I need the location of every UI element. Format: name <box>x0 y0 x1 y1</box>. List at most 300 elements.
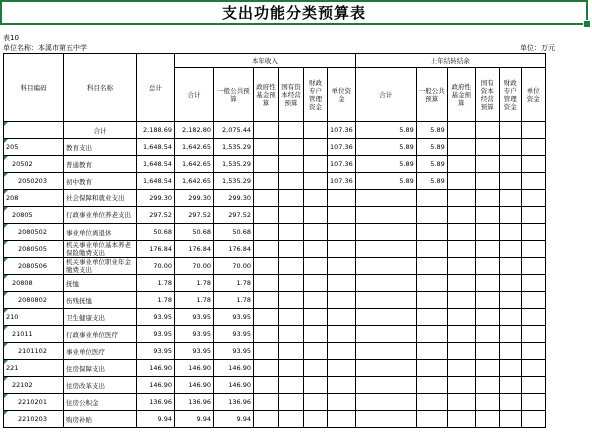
cell-value[interactable] <box>447 224 475 241</box>
cell-value[interactable] <box>521 360 545 377</box>
cell-value[interactable]: 70.00 <box>214 258 254 275</box>
cell-value[interactable] <box>447 190 475 207</box>
cell-value[interactable]: 5.89 <box>355 139 416 156</box>
cell-value[interactable] <box>254 241 279 258</box>
cell-code[interactable]: 21011 <box>4 326 64 343</box>
cell-value[interactable] <box>355 241 416 258</box>
cell-value[interactable] <box>304 309 328 326</box>
cell-value[interactable] <box>416 326 447 343</box>
cell-value[interactable] <box>521 292 545 309</box>
cell-value[interactable] <box>254 411 279 428</box>
cell-name[interactable]: 教育支出 <box>64 139 137 156</box>
table-row <box>4 343 546 360</box>
cell-value[interactable] <box>521 394 545 411</box>
cell-value[interactable]: 2,182.80 <box>175 122 214 139</box>
cell-value[interactable]: 107.36 <box>328 156 356 173</box>
cell-total[interactable]: 1,648.54 <box>137 156 175 173</box>
cell-value[interactable] <box>447 292 475 309</box>
cell-value[interactable] <box>254 309 279 326</box>
cell-value[interactable] <box>416 224 447 241</box>
cell-value[interactable]: 1.78 <box>175 292 214 309</box>
cell-value[interactable]: 107.36 <box>328 173 356 190</box>
cell-value[interactable] <box>254 343 279 360</box>
cell-value[interactable] <box>475 241 499 258</box>
cell-value[interactable]: 5.89 <box>416 139 447 156</box>
cell-value[interactable]: 176.84 <box>214 241 254 258</box>
cell-value[interactable] <box>475 309 499 326</box>
cell-value[interactable] <box>304 122 328 139</box>
cell-total[interactable]: 146.90 <box>137 360 175 377</box>
cell-value[interactable] <box>355 411 416 428</box>
table-row <box>4 173 546 190</box>
cell-value[interactable] <box>304 190 328 207</box>
cell-code[interactable]: 2080802 <box>4 292 64 309</box>
cell-value[interactable] <box>304 394 328 411</box>
cell-value[interactable]: 299.30 <box>214 190 254 207</box>
cell-value[interactable] <box>521 224 545 241</box>
cell-code[interactable]: 20502 <box>4 156 64 173</box>
header-total[interactable]: 总计 <box>137 54 175 122</box>
cell-total[interactable]: 1,648.54 <box>137 173 175 190</box>
cell-value[interactable] <box>521 309 545 326</box>
cell-value[interactable] <box>447 156 475 173</box>
cell-value[interactable] <box>499 122 521 139</box>
cell-name[interactable]: 购房补贴 <box>64 411 137 428</box>
cell-value[interactable] <box>447 309 475 326</box>
cell-value[interactable] <box>328 207 356 224</box>
cell-total[interactable]: 1,648.54 <box>137 139 175 156</box>
cell-value[interactable] <box>499 343 521 360</box>
cell-name[interactable]: 住房公积金 <box>64 394 137 411</box>
cell-value[interactable] <box>475 190 499 207</box>
cell-value[interactable]: 146.90 <box>214 377 254 394</box>
cell-value[interactable]: 1.78 <box>175 275 214 292</box>
cell-value[interactable] <box>499 258 521 275</box>
cell-value[interactable] <box>254 292 279 309</box>
cell-value[interactable] <box>475 411 499 428</box>
cell-value[interactable] <box>475 258 499 275</box>
cell-value[interactable] <box>304 241 328 258</box>
cell-value[interactable] <box>521 411 545 428</box>
cell-value[interactable] <box>475 377 499 394</box>
cell-value[interactable]: 299.30 <box>175 190 214 207</box>
cell-value[interactable] <box>521 139 545 156</box>
cell-total[interactable]: 1.78 <box>137 275 175 292</box>
cell-value[interactable]: 1,642.65 <box>175 139 214 156</box>
cell-value[interactable]: 1,642.65 <box>175 173 214 190</box>
cell-value[interactable] <box>304 343 328 360</box>
fill-handle[interactable] <box>583 20 591 28</box>
cell-value[interactable] <box>499 139 521 156</box>
cell-total[interactable]: 2,188.69 <box>137 122 175 139</box>
cell-value[interactable] <box>355 394 416 411</box>
cell-total[interactable]: 297.52 <box>137 207 175 224</box>
cell-value[interactable] <box>304 207 328 224</box>
cell-value[interactable]: 146.90 <box>175 377 214 394</box>
cell-value[interactable] <box>499 360 521 377</box>
cell-value[interactable]: 70.00 <box>175 258 214 275</box>
income-gov-fund-header[interactable]: 政府性基金预算 <box>254 68 279 122</box>
cell-value[interactable] <box>328 309 356 326</box>
cell-total[interactable]: 176.84 <box>137 241 175 258</box>
unit-label: 单位：万元 <box>520 44 555 52</box>
cell-total[interactable]: 299.30 <box>137 190 175 207</box>
cell-value[interactable] <box>304 139 328 156</box>
cell-value[interactable]: 93.95 <box>175 343 214 360</box>
cell-value[interactable]: 1.78 <box>214 292 254 309</box>
cell-code[interactable]: 2080505 <box>4 241 64 258</box>
cell-value[interactable] <box>279 258 304 275</box>
cell-code[interactable]: 20808 <box>4 275 64 292</box>
cell-value[interactable] <box>447 173 475 190</box>
cell-value[interactable] <box>355 292 416 309</box>
cell-value[interactable] <box>328 292 356 309</box>
table-row <box>4 360 546 377</box>
cell-value[interactable] <box>279 411 304 428</box>
cell-value[interactable] <box>475 326 499 343</box>
cell-value[interactable] <box>328 326 356 343</box>
cell-value[interactable] <box>499 309 521 326</box>
cell-value[interactable]: 93.95 <box>175 309 214 326</box>
cell-value[interactable] <box>328 224 356 241</box>
cell-value[interactable] <box>254 258 279 275</box>
cell-total[interactable]: 93.95 <box>137 326 175 343</box>
cell-value[interactable] <box>416 275 447 292</box>
cell-name[interactable]: 机关事业单位职业年金缴费支出 <box>64 258 137 275</box>
cell-value[interactable] <box>254 173 279 190</box>
cell-value[interactable] <box>279 377 304 394</box>
cell-value[interactable]: 5.89 <box>416 122 447 139</box>
cell-value[interactable] <box>328 258 356 275</box>
cell-value[interactable] <box>254 326 279 343</box>
cell-name[interactable]: 合计 <box>64 122 137 139</box>
cell-value[interactable] <box>475 173 499 190</box>
cell-value[interactable] <box>447 394 475 411</box>
cell-value[interactable]: 50.68 <box>214 224 254 241</box>
cell-value[interactable] <box>279 241 304 258</box>
cell-total[interactable]: 93.95 <box>137 343 175 360</box>
cell-value[interactable] <box>328 377 356 394</box>
cell-name[interactable]: 社会保障和就业支出 <box>64 190 137 207</box>
cell-value[interactable] <box>279 207 304 224</box>
cell-value[interactable] <box>499 207 521 224</box>
cell-value[interactable] <box>355 190 416 207</box>
cell-value[interactable] <box>355 275 416 292</box>
cell-value[interactable] <box>499 394 521 411</box>
cell-total[interactable]: 146.90 <box>137 377 175 394</box>
income-special-account-header[interactable]: 财政专户管理资金 <box>304 68 328 122</box>
cell-value[interactable] <box>475 139 499 156</box>
cell-value[interactable]: 5.89 <box>416 156 447 173</box>
cell-value[interactable] <box>416 207 447 224</box>
cell-code[interactable]: 22102 <box>4 377 64 394</box>
cell-value[interactable] <box>521 173 545 190</box>
cell-value[interactable] <box>475 292 499 309</box>
cell-value[interactable] <box>521 122 545 139</box>
cell-value[interactable] <box>304 173 328 190</box>
cell-value[interactable] <box>304 292 328 309</box>
cell-value[interactable] <box>416 292 447 309</box>
cell-value[interactable] <box>447 122 475 139</box>
cell-value[interactable] <box>279 173 304 190</box>
cell-value[interactable]: 107.36 <box>328 122 356 139</box>
cell-value[interactable]: 146.90 <box>175 360 214 377</box>
cell-value[interactable] <box>279 156 304 173</box>
cell-value[interactable] <box>355 326 416 343</box>
cell-value[interactable]: 107.36 <box>328 139 356 156</box>
cell-value[interactable] <box>254 275 279 292</box>
cell-value[interactable] <box>447 360 475 377</box>
cell-value[interactable] <box>254 377 279 394</box>
cell-value[interactable] <box>416 241 447 258</box>
cell-code[interactable]: 2210201 <box>4 394 64 411</box>
cell-value[interactable] <box>304 360 328 377</box>
cell-value[interactable] <box>475 122 499 139</box>
cell-value[interactable] <box>279 360 304 377</box>
cell-name[interactable]: 住房保障支出 <box>64 360 137 377</box>
carryover-unit-fund-header[interactable]: 单位资金 <box>521 68 545 122</box>
cell-value[interactable] <box>416 258 447 275</box>
cell-value[interactable] <box>279 343 304 360</box>
cell-value[interactable] <box>304 411 328 428</box>
cell-name[interactable]: 住房改革支出 <box>64 377 137 394</box>
cell-value[interactable] <box>304 275 328 292</box>
cell-value[interactable]: 297.52 <box>175 207 214 224</box>
carryover-general-header[interactable]: 一般公共预算 <box>416 68 447 122</box>
cell-name[interactable]: 事业单位医疗 <box>64 343 137 360</box>
cell-value[interactable] <box>447 258 475 275</box>
cell-value[interactable] <box>254 394 279 411</box>
income-total-header[interactable]: 合计 <box>175 68 214 122</box>
cell-value[interactable] <box>499 275 521 292</box>
cell-value[interactable] <box>447 343 475 360</box>
cell-value[interactable]: 5.89 <box>355 156 416 173</box>
cell-value[interactable] <box>355 309 416 326</box>
cell-value[interactable] <box>328 411 356 428</box>
cell-value[interactable] <box>416 394 447 411</box>
cell-name[interactable]: 抚恤 <box>64 275 137 292</box>
cell-total[interactable]: 136.96 <box>137 394 175 411</box>
income-general-header[interactable]: 一般公共预算 <box>214 68 254 122</box>
cell-value[interactable] <box>304 326 328 343</box>
cell-value[interactable] <box>254 360 279 377</box>
cell-name[interactable]: 初中教育 <box>64 173 137 190</box>
cell-value[interactable] <box>279 292 304 309</box>
cell-value[interactable] <box>416 343 447 360</box>
cell-value[interactable] <box>475 224 499 241</box>
cell-value[interactable] <box>521 258 545 275</box>
cell-value[interactable] <box>254 156 279 173</box>
cell-value[interactable] <box>279 190 304 207</box>
cell-value[interactable]: 1,642.65 <box>175 156 214 173</box>
cell-value[interactable] <box>355 360 416 377</box>
cell-value[interactable] <box>279 224 304 241</box>
carryover-state-capital-header[interactable]: 国有资本经营预算 <box>475 68 499 122</box>
cell-value[interactable] <box>499 190 521 207</box>
cell-value[interactable] <box>328 275 356 292</box>
cell-value[interactable] <box>416 309 447 326</box>
cell-total[interactable]: 9.94 <box>137 411 175 428</box>
cell-value[interactable] <box>254 139 279 156</box>
cell-value[interactable] <box>328 360 356 377</box>
cell-code[interactable]: 2050203 <box>4 173 64 190</box>
cell-value[interactable] <box>447 275 475 292</box>
sheet-title[interactable]: 支出功能分类预算表 <box>0 0 588 25</box>
cell-value[interactable] <box>521 377 545 394</box>
cell-value[interactable] <box>254 207 279 224</box>
cell-value[interactable]: 93.95 <box>214 326 254 343</box>
cell-total[interactable]: 70.00 <box>137 258 175 275</box>
cell-value[interactable]: 93.95 <box>214 343 254 360</box>
table-row <box>4 122 546 139</box>
cell-value[interactable]: 1,535.29 <box>214 139 254 156</box>
table-row <box>4 190 546 207</box>
cell-value[interactable] <box>355 343 416 360</box>
cell-code[interactable]: 208 <box>4 190 64 207</box>
cell-code[interactable] <box>4 122 64 139</box>
cell-value[interactable] <box>416 190 447 207</box>
cell-value[interactable] <box>416 411 447 428</box>
cell-value[interactable] <box>475 343 499 360</box>
cell-value[interactable]: 50.68 <box>175 224 214 241</box>
cell-value[interactable]: 9.94 <box>214 411 254 428</box>
cell-value[interactable] <box>447 377 475 394</box>
cell-value[interactable] <box>499 326 521 343</box>
cell-value[interactable] <box>447 207 475 224</box>
cell-value[interactable] <box>355 224 416 241</box>
cell-value[interactable] <box>521 156 545 173</box>
cell-value[interactable]: 1.78 <box>214 275 254 292</box>
cell-value[interactable] <box>254 190 279 207</box>
cell-value[interactable] <box>499 173 521 190</box>
cell-total[interactable]: 93.95 <box>137 309 175 326</box>
cell-value[interactable]: 1,535.29 <box>214 156 254 173</box>
cell-value[interactable] <box>254 122 279 139</box>
cell-value[interactable]: 176.84 <box>175 241 214 258</box>
cell-value[interactable] <box>304 377 328 394</box>
cell-value[interactable]: 9.94 <box>175 411 214 428</box>
cell-value[interactable] <box>279 139 304 156</box>
cell-value[interactable]: 93.95 <box>214 309 254 326</box>
cell-value[interactable] <box>475 207 499 224</box>
cell-code[interactable]: 210 <box>4 309 64 326</box>
cell-value[interactable] <box>447 411 475 428</box>
cell-value[interactable] <box>521 241 545 258</box>
cell-value[interactable]: 5.89 <box>355 122 416 139</box>
cell-value[interactable] <box>499 156 521 173</box>
cell-value[interactable] <box>499 241 521 258</box>
cell-name[interactable]: 机关事业单位基本养老保险缴费支出 <box>64 241 137 258</box>
cell-name[interactable]: 行政事业单位医疗 <box>64 326 137 343</box>
cell-value[interactable]: 136.96 <box>175 394 214 411</box>
cell-value[interactable] <box>416 360 447 377</box>
table-row <box>4 241 546 258</box>
income-state-capital-header[interactable]: 国有资本经营预算 <box>279 68 304 122</box>
cell-code[interactable]: 2210203 <box>4 411 64 428</box>
cell-value[interactable] <box>447 326 475 343</box>
cell-value[interactable] <box>447 139 475 156</box>
income-unit-fund-header[interactable]: 单位资金 <box>328 68 356 122</box>
cell-value[interactable] <box>279 309 304 326</box>
cell-total[interactable]: 1.78 <box>137 292 175 309</box>
cell-value[interactable] <box>304 258 328 275</box>
cell-value[interactable]: 2,075.44 <box>214 122 254 139</box>
cell-total[interactable]: 50.68 <box>137 224 175 241</box>
cell-value[interactable] <box>279 326 304 343</box>
cell-code[interactable]: 2080502 <box>4 224 64 241</box>
cell-name[interactable]: 事业单位离退休 <box>64 224 137 241</box>
cell-code[interactable]: 205 <box>4 139 64 156</box>
cell-value[interactable] <box>328 394 356 411</box>
cell-value[interactable]: 5.89 <box>416 173 447 190</box>
cell-name[interactable]: 伤残抚恤 <box>64 292 137 309</box>
cell-code[interactable]: 2080506 <box>4 258 64 275</box>
cell-value[interactable] <box>475 394 499 411</box>
table-body <box>4 54 546 428</box>
cell-value[interactable] <box>447 241 475 258</box>
cell-value[interactable] <box>416 377 447 394</box>
cell-value[interactable] <box>279 394 304 411</box>
cell-value[interactable] <box>521 275 545 292</box>
cell-value[interactable] <box>328 241 356 258</box>
cell-value[interactable] <box>475 275 499 292</box>
cell-value[interactable] <box>304 156 328 173</box>
cell-value[interactable]: 146.90 <box>214 360 254 377</box>
header-name[interactable]: 科目名称 <box>64 54 137 122</box>
cell-value[interactable] <box>499 292 521 309</box>
cell-value[interactable] <box>355 377 416 394</box>
cell-value[interactable] <box>355 207 416 224</box>
cell-value[interactable] <box>304 224 328 241</box>
cell-code[interactable]: 20805 <box>4 207 64 224</box>
cell-value[interactable] <box>475 156 499 173</box>
cell-value[interactable]: 1,535.29 <box>214 173 254 190</box>
cell-value[interactable]: 136.96 <box>214 394 254 411</box>
cell-value[interactable] <box>521 326 545 343</box>
cell-value[interactable] <box>499 411 521 428</box>
cell-value[interactable] <box>279 122 304 139</box>
header-current-year-income[interactable]: 本年收入 <box>175 54 356 68</box>
table-row <box>4 258 546 275</box>
carryover-gov-fund-header[interactable]: 政府性基金预算 <box>447 68 475 122</box>
cell-name[interactable]: 普通教育 <box>64 156 137 173</box>
cell-value[interactable]: 297.52 <box>214 207 254 224</box>
cell-value[interactable] <box>499 224 521 241</box>
header-carryover[interactable]: 上年结转结余 <box>355 54 545 68</box>
table-row <box>4 207 546 224</box>
cell-value[interactable] <box>328 190 356 207</box>
cell-code[interactable]: 2101102 <box>4 343 64 360</box>
cell-value[interactable] <box>254 224 279 241</box>
cell-value[interactable] <box>521 190 545 207</box>
carryover-special-account-header[interactable]: 财政专户管理资金 <box>499 68 521 122</box>
cell-value[interactable]: 93.95 <box>175 326 214 343</box>
cell-name[interactable]: 卫生健康支出 <box>64 309 137 326</box>
cell-value[interactable] <box>328 343 356 360</box>
cell-value[interactable] <box>355 258 416 275</box>
table-number: 表10 <box>3 34 19 42</box>
cell-value[interactable]: 5.89 <box>355 173 416 190</box>
carryover-total-header[interactable]: 合计 <box>355 68 416 122</box>
cell-name[interactable]: 行政事业单位养老支出 <box>64 207 137 224</box>
cell-value[interactable] <box>521 343 545 360</box>
cell-code[interactable]: 221 <box>4 360 64 377</box>
cell-value[interactable] <box>475 360 499 377</box>
cell-value[interactable] <box>279 275 304 292</box>
cell-value[interactable] <box>521 207 545 224</box>
cell-value[interactable] <box>499 377 521 394</box>
header-code[interactable]: 科目编码 <box>4 54 64 122</box>
